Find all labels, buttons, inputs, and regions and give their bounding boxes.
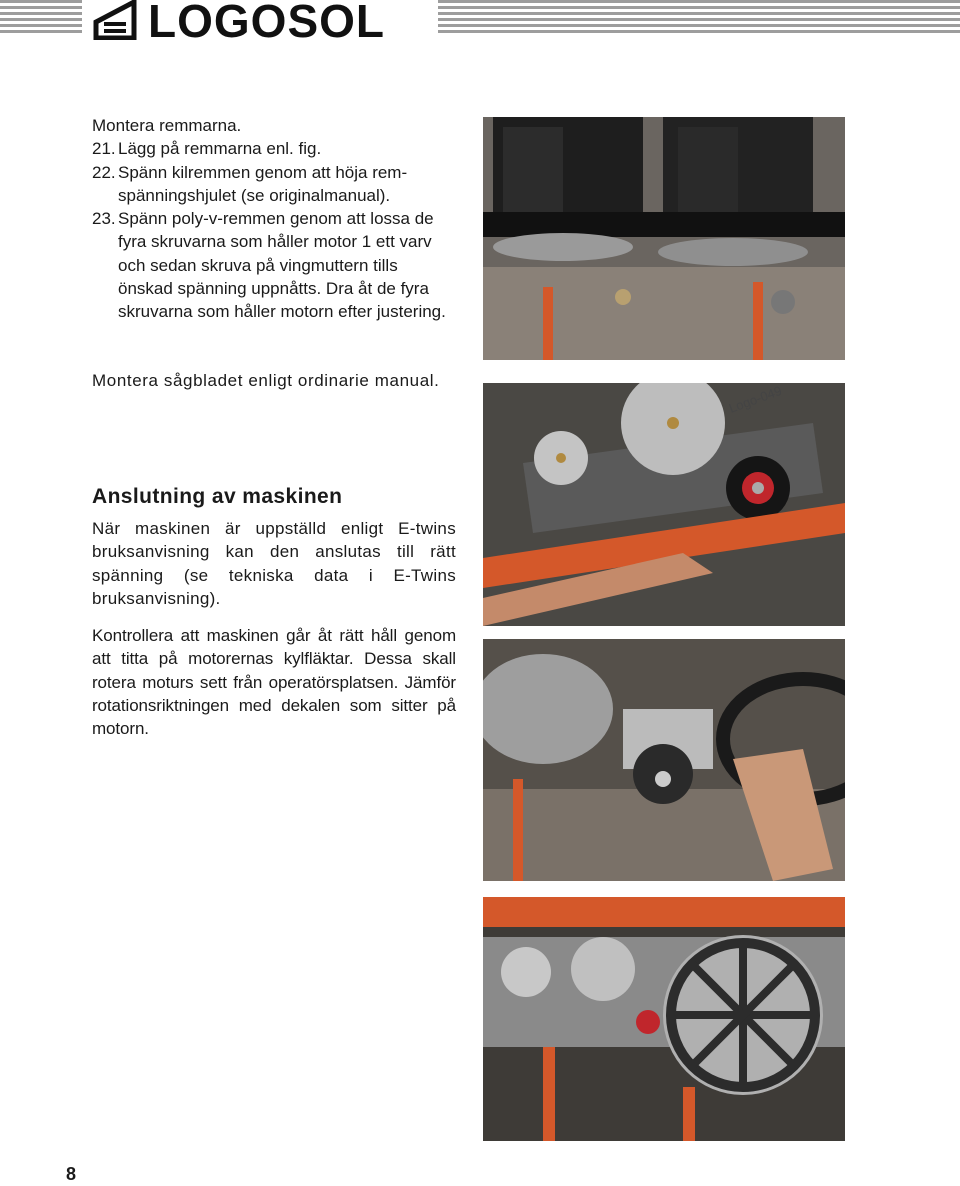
connection-paragraph-1 xyxy=(92,517,456,610)
section-heading: Anslutning av maskinen xyxy=(92,485,343,508)
step-text: Spänn kilremmen genom att höja rem-spänningshjulet (se originalmanual). xyxy=(118,162,408,205)
step-item xyxy=(92,137,456,160)
step-text: Lägg på remmarna enl. fig. xyxy=(118,139,322,159)
step-list xyxy=(92,137,456,323)
step-number: 22. xyxy=(92,162,116,182)
photo-tensioner xyxy=(483,383,845,626)
step-item xyxy=(92,207,456,323)
page-number: 8 xyxy=(66,1164,77,1184)
blade-note xyxy=(92,369,456,392)
connection-text-1: När maskinen är uppställd enligt E-twins bruksanvisning kan den anslutas till rätt spänning (se tekniska data i E-Twins bruksanvisning). xyxy=(92,519,456,608)
step-number: 21. xyxy=(92,139,116,159)
photo-motors xyxy=(483,117,845,360)
connection-text-2: Kontrollera att maskinen går åt rätt håll genom att titta på motorernas kylfläktar. Dessa skall rotera moturs sett från operatörsplatsen. Jämför rotationsriktningen med dekalen som sitter på motorn. xyxy=(92,626,456,739)
step-number: 23. xyxy=(92,209,116,229)
step-item xyxy=(92,161,456,208)
step-text: Spänn poly-v-remmen genom att lossa de fyra skruvarna som håller motor 1 ett varv och sedan skruva på vingmuttern tills önskad spänning uppnåtts. Dra åt de fyra skruvarna som håller motorn efter justering. xyxy=(118,209,446,322)
logosol-mark-icon xyxy=(92,0,138,40)
blade-note-text: Montera sågbladet enligt ordinarie manual. xyxy=(92,371,440,390)
intro-section xyxy=(92,114,456,324)
logosol-logo xyxy=(92,0,432,47)
photo-belt-check xyxy=(483,639,845,881)
header-stripes-left xyxy=(0,0,82,40)
logo-text: LOGOSOL xyxy=(148,0,385,47)
photo-overview xyxy=(483,897,845,1141)
connection-paragraph-2 xyxy=(92,624,456,740)
pulley-marking: Logo-049 xyxy=(726,383,784,416)
intro-title: Montera remmarna. xyxy=(92,116,242,135)
header-stripes-right xyxy=(438,0,960,40)
